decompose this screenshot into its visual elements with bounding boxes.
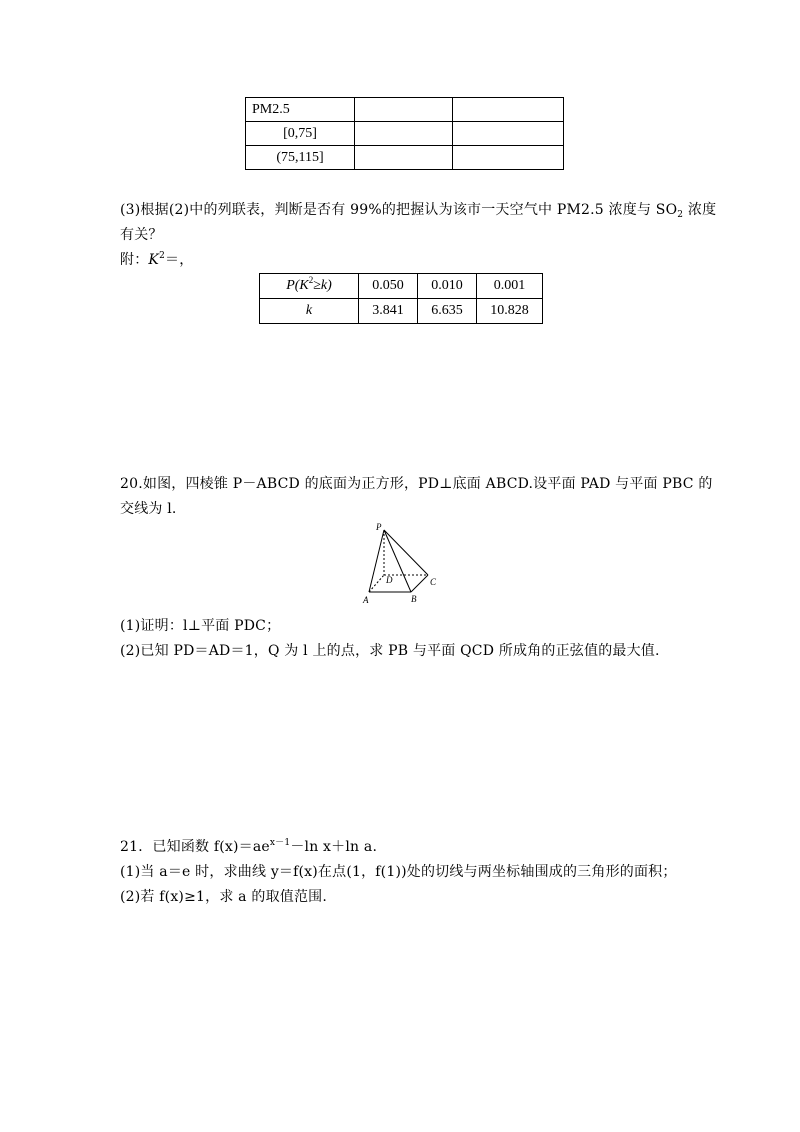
question-21-line1 [120,836,377,856]
table-cell [355,122,453,146]
table-header-cell: k [260,299,359,324]
superscript: x－1 [269,838,291,848]
table-cell: 10.828 [477,299,543,324]
question-20-part1: (1)证明：l⊥平面 PDC； [120,618,281,634]
label-B: B [411,594,417,604]
table-row [246,98,564,122]
table-cell: 0.010 [418,274,477,299]
superscript: 2 [308,275,314,285]
text: ＝， [165,252,194,268]
question-19-3-line2: 有关？ [120,227,163,243]
table-cell: (75,115] [246,146,355,170]
superscript: 2 [159,251,166,261]
table-cell: 3.841 [359,299,418,324]
text: 21．已知函数 f(x)＝ae [120,839,270,855]
critical-value-table [259,273,543,324]
text: ≥k) [313,278,332,293]
label-P: P [376,522,382,532]
text: －ln x＋ln a. [290,839,378,855]
edge-BC [411,575,428,592]
table-cell [453,122,564,146]
table-cell [453,98,564,122]
question-20-part2: (2)已知 PD＝AD＝1，Q 为 l 上的点，求 PB 与平面 QCD 所成角的正弦值的最大值. [120,643,660,659]
table-row [246,122,564,146]
label-C: C [430,577,437,587]
table-row [246,146,564,170]
formula-note [120,249,193,269]
table-cell [355,98,453,122]
table-cell [355,146,453,170]
edge-PA [369,530,384,592]
label-A: A [363,595,369,605]
subscript: 2 [677,210,684,220]
table-cell: 0.050 [359,274,418,299]
table-row [260,274,543,299]
table-cell: PM2.5 [246,98,355,122]
question-21-part1: (1)当 a＝e 时，求曲线 y＝f(x)在点(1，f(1))处的切线与两坐标轴围成的三角形的面积； [120,864,677,880]
text: P( [286,278,300,293]
text: K [148,252,160,268]
table-cell: [0,75] [246,122,355,146]
question-21-part2: (2)若 f(x)≥1，求 a 的取值范围. [120,889,328,905]
edge-PC [384,530,428,575]
question-19-3-line1 [120,199,716,219]
pyramid-figure [355,520,455,605]
table-row [260,299,543,324]
contingency-table [245,97,564,170]
text: 附： [120,252,149,268]
question-20-line1: 20.如图，四棱锥 P－ABCD 的底面为正方形，PD⊥底面 ABCD.设平面 PAD 与平面 PBC 的 [120,476,713,492]
table-cell: 0.001 [477,274,543,299]
text: (3)根据(2)中的列联表，判断是否有 99%的把握认为该市一天空气中 PM2.5 浓度与 SO [120,202,678,218]
table-cell [453,146,564,170]
text: 浓度 [683,202,717,218]
question-20-line2: 交线为 l. [120,501,177,517]
label-D: D [386,575,393,585]
text: K [299,278,309,293]
table-header-cell [260,274,359,299]
table-cell: 6.635 [418,299,477,324]
